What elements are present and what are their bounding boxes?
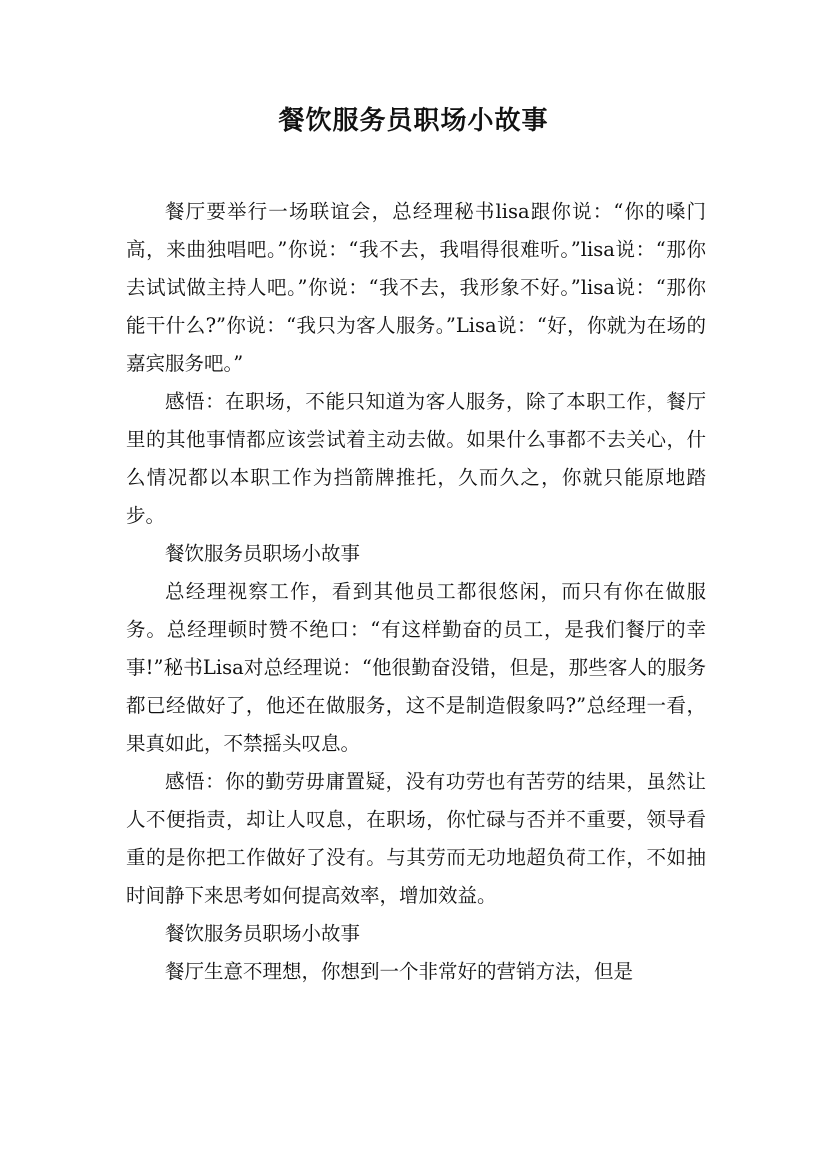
document-title: 餐饮服务员职场小故事	[278, 106, 549, 136]
section-heading-3: 餐饮服务员职场小故事	[165, 922, 361, 945]
paragraph-insight-2: 感悟：你的勤劳毋庸置疑，没有功劳也有苦劳的结果，虽然让人不便指责，却让人叹息，在职场，你忙碌与否并不重要，领导看重的是你把工作做好了没有。与其劳而无功地超负荷工作，不如抽时间静下来思考如何提高效率，增加效益。	[126, 770, 706, 907]
paragraph-insight-1: 感悟：在职场，不能只知道为客人服务，除了本职工作，餐厅里的其他事情都应该尝试着主动去做。如果什么事都不去关心，什么情况都以本职工作为挡箭牌推托，久而久之，你就只能原地踏步。	[126, 390, 706, 527]
document-body	[126, 193, 706, 991]
paragraph-story-3: 餐厅生意不理想，你想到一个非常好的营销方法，但是	[165, 960, 634, 983]
paragraph-story-2: 总经理视察工作，看到其他员工都很悠闲，而只有你在做服务。总经理顿时赞不绝口：“有这样勤奋的员工，是我们餐厅的幸事!”秘书Lisa对总经理说：“他很勤奋没错，但是，那些客人的服务都已经做好了，他还在做服务，这不是制造假象吗?”总经理一看，果真如此，不禁摇头叹息。	[126, 580, 706, 755]
paragraph-story-1: 餐厅要举行一场联谊会，总经理秘书lisa跟你说：“你的嗓门高，来曲独唱吧。”你说：“我不去，我唱得很难听。”lisa说：“那你去试试做主持人吧。”你说：“我不去，我形象不好。”lisa说：“那你能干什么?”你说：“我只为客人服务。”Lisa说：“好，你就为在场的嘉宾服务吧。”	[126, 200, 706, 375]
section-heading-2: 餐饮服务员职场小故事	[165, 542, 361, 565]
